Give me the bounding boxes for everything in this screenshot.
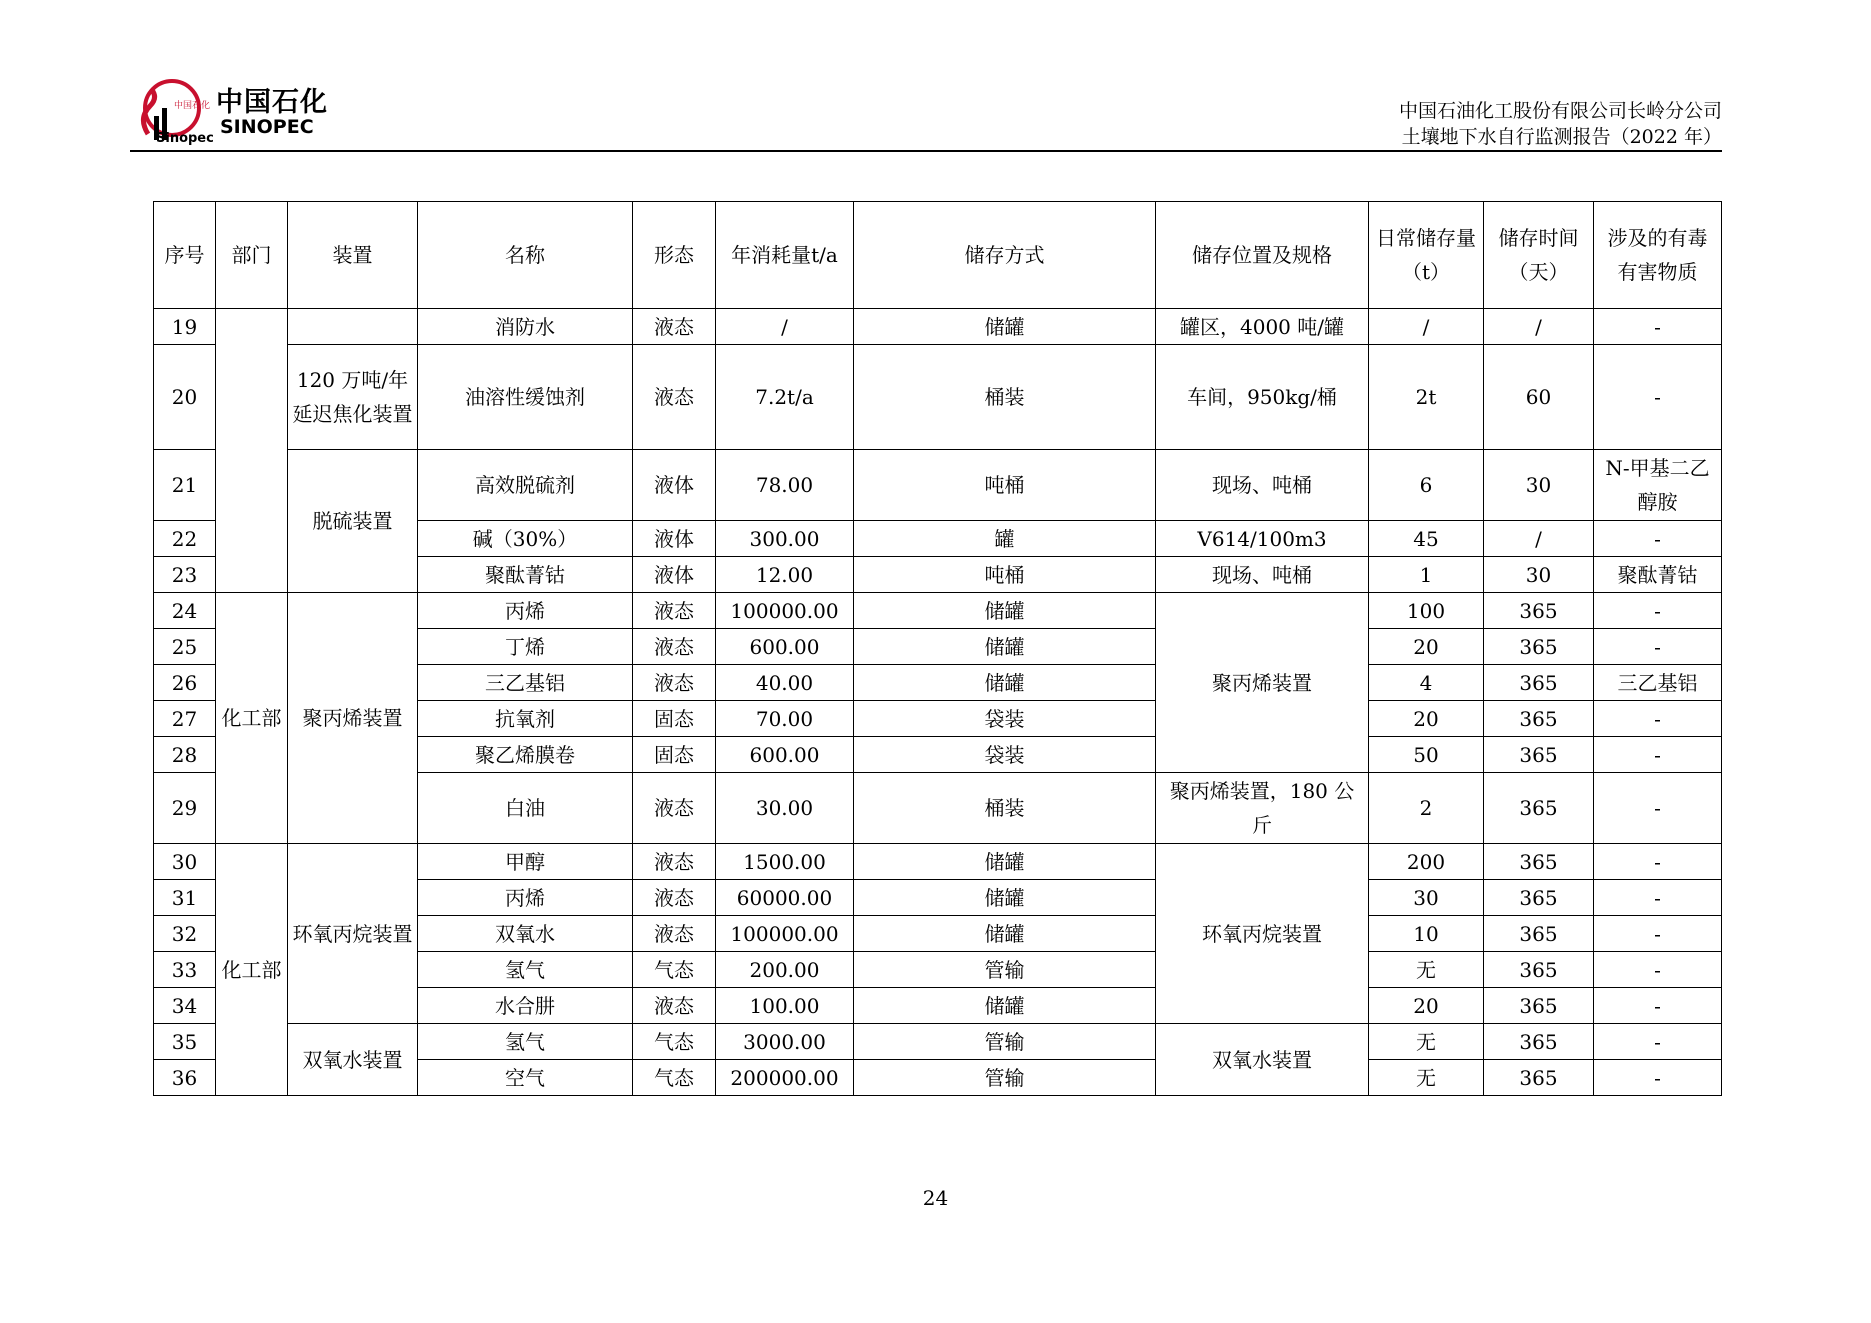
cell-name: 甲醇	[418, 844, 633, 880]
cell-storage: 袋装	[854, 737, 1156, 773]
cell-name: 三乙基铝	[418, 665, 633, 701]
cell-daily: /	[1369, 309, 1484, 345]
sinopec-logo	[134, 78, 214, 146]
cell-no: 33	[154, 952, 216, 988]
cell-consumption: 200000.00	[716, 1060, 854, 1096]
table-header-row	[154, 202, 1722, 309]
cell-unit: 双氧水装置	[288, 1024, 418, 1096]
cell-no: 27	[154, 701, 216, 737]
cell-unit-empty	[288, 309, 418, 345]
cell-toxic: -	[1594, 1060, 1722, 1096]
cell-daily: 200	[1369, 844, 1484, 880]
table-row	[154, 844, 1722, 880]
cell-daily: 20	[1369, 988, 1484, 1024]
col-header-days: 储存时间（天）	[1484, 202, 1594, 309]
cell-dept-empty	[216, 309, 288, 593]
cell-daily: 10	[1369, 916, 1484, 952]
cell-location: 聚丙烯装置	[1156, 593, 1369, 773]
col-header-location: 储存位置及规格	[1156, 202, 1369, 309]
cell-state: 气态	[633, 1060, 716, 1096]
cell-daily: 100	[1369, 593, 1484, 629]
cell-state: 液态	[633, 629, 716, 665]
cell-days: 365	[1484, 952, 1594, 988]
cell-consumption: 600.00	[716, 737, 854, 773]
cell-state: 固态	[633, 701, 716, 737]
cell-consumption: 300.00	[716, 521, 854, 557]
cell-consumption: 100000.00	[716, 593, 854, 629]
cell-toxic: -	[1594, 916, 1722, 952]
cell-consumption: 600.00	[716, 629, 854, 665]
cell-storage: 桶装	[854, 773, 1156, 844]
col-header-unit: 装置	[288, 202, 418, 309]
cell-location: 现场、吨桶	[1156, 450, 1369, 521]
cell-no: 21	[154, 450, 216, 521]
cell-location: V614/100m3	[1156, 521, 1369, 557]
cell-state: 气态	[633, 952, 716, 988]
cell-days: 365	[1484, 737, 1594, 773]
col-header-dept: 部门	[216, 202, 288, 309]
page-header	[130, 78, 1722, 152]
cell-name: 碱（30%）	[418, 521, 633, 557]
cell-daily: 2	[1369, 773, 1484, 844]
cell-days: 365	[1484, 988, 1594, 1024]
brand-name-en: SINOPEC	[220, 116, 314, 138]
col-header-storage: 储存方式	[854, 202, 1156, 309]
cell-days: 60	[1484, 345, 1594, 450]
cell-name: 丁烯	[418, 629, 633, 665]
cell-days: 365	[1484, 593, 1594, 629]
table-row	[154, 593, 1722, 629]
cell-days: 365	[1484, 844, 1594, 880]
cell-name: 丙烯	[418, 880, 633, 916]
cell-name: 空气	[418, 1060, 633, 1096]
cell-consumption: 100.00	[716, 988, 854, 1024]
cell-toxic: -	[1594, 309, 1722, 345]
cell-daily: 50	[1369, 737, 1484, 773]
cell-storage: 管输	[854, 952, 1156, 988]
cell-location: 现场、吨桶	[1156, 557, 1369, 593]
cell-name: 聚乙烯膜卷	[418, 737, 633, 773]
cell-consumption: 78.00	[716, 450, 854, 521]
cell-state: 气态	[633, 1024, 716, 1060]
cell-toxic: 三乙基铝	[1594, 665, 1722, 701]
col-header-toxic: 涉及的有毒有害物质	[1594, 202, 1722, 309]
cell-storage: 储罐	[854, 988, 1156, 1024]
cell-storage: 吨桶	[854, 557, 1156, 593]
cell-storage: 储罐	[854, 629, 1156, 665]
cell-toxic: -	[1594, 701, 1722, 737]
cell-no: 26	[154, 665, 216, 701]
cell-no: 25	[154, 629, 216, 665]
cell-daily: 1	[1369, 557, 1484, 593]
cell-dept: 化工部	[216, 593, 288, 844]
page-number: 24	[922, 1186, 949, 1210]
cell-location: 车间，950kg/桶	[1156, 345, 1369, 450]
cell-toxic: -	[1594, 1024, 1722, 1060]
cell-name: 白油	[418, 773, 633, 844]
cell-state: 液体	[633, 521, 716, 557]
cell-state: 液态	[633, 345, 716, 450]
cell-consumption: 7.2t/a	[716, 345, 854, 450]
report-title	[1399, 98, 1722, 150]
svg-text:Sinopec: Sinopec	[156, 131, 214, 146]
cell-toxic: -	[1594, 988, 1722, 1024]
cell-state: 液态	[633, 916, 716, 952]
cell-toxic: -	[1594, 737, 1722, 773]
cell-state: 液态	[633, 309, 716, 345]
cell-name: 丙烯	[418, 593, 633, 629]
cell-days: 365	[1484, 916, 1594, 952]
cell-daily: 无	[1369, 1024, 1484, 1060]
cell-days: 365	[1484, 701, 1594, 737]
cell-unit: 聚丙烯装置	[288, 593, 418, 844]
cell-state: 液态	[633, 665, 716, 701]
cell-no: 35	[154, 1024, 216, 1060]
col-header-no: 序号	[154, 202, 216, 309]
cell-location: 聚丙烯装置，180 公斤	[1156, 773, 1369, 844]
cell-toxic: N-甲基二乙醇胺	[1594, 450, 1722, 521]
cell-storage: 袋装	[854, 701, 1156, 737]
cell-no: 29	[154, 773, 216, 844]
cell-days: 30	[1484, 557, 1594, 593]
cell-unit: 环氧丙烷装置	[288, 844, 418, 1024]
cell-name: 消防水	[418, 309, 633, 345]
cell-days: 365	[1484, 1060, 1594, 1096]
cell-name: 油溶性缓蚀剂	[418, 345, 633, 450]
cell-daily: 4	[1369, 665, 1484, 701]
cell-daily: 6	[1369, 450, 1484, 521]
cell-consumption: 40.00	[716, 665, 854, 701]
table-row	[154, 309, 1722, 345]
cell-consumption: 12.00	[716, 557, 854, 593]
cell-unit: 脱硫装置	[288, 450, 418, 593]
cell-state: 液态	[633, 773, 716, 844]
cell-state: 液态	[633, 593, 716, 629]
cell-storage: 储罐	[854, 593, 1156, 629]
cell-toxic: -	[1594, 593, 1722, 629]
cell-daily: 无	[1369, 952, 1484, 988]
cell-days: 365	[1484, 880, 1594, 916]
cell-storage: 储罐	[854, 916, 1156, 952]
cell-no: 22	[154, 521, 216, 557]
col-header-name: 名称	[418, 202, 633, 309]
cell-location: 环氧丙烷装置	[1156, 844, 1369, 1024]
cell-no: 34	[154, 988, 216, 1024]
cell-location: 罐区，4000 吨/罐	[1156, 309, 1369, 345]
cell-consumption: 3000.00	[716, 1024, 854, 1060]
cell-no: 19	[154, 309, 216, 345]
svg-text:中国石化: 中国石化	[174, 101, 211, 111]
cell-no: 31	[154, 880, 216, 916]
cell-consumption: 1500.00	[716, 844, 854, 880]
cell-storage: 管输	[854, 1060, 1156, 1096]
cell-name: 双氧水	[418, 916, 633, 952]
cell-name: 氢气	[418, 952, 633, 988]
cell-consumption: 100000.00	[716, 916, 854, 952]
cell-name: 氢气	[418, 1024, 633, 1060]
col-header-consumption: 年消耗量t/a	[716, 202, 854, 309]
cell-no: 32	[154, 916, 216, 952]
table-row	[154, 345, 1722, 450]
cell-storage: 储罐	[854, 844, 1156, 880]
cell-location: 双氧水装置	[1156, 1024, 1369, 1096]
cell-name: 聚酞菁钴	[418, 557, 633, 593]
cell-daily: 30	[1369, 880, 1484, 916]
cell-state: 液态	[633, 844, 716, 880]
cell-toxic: 聚酞菁钴	[1594, 557, 1722, 593]
cell-toxic: -	[1594, 952, 1722, 988]
cell-toxic: -	[1594, 773, 1722, 844]
cell-consumption: 70.00	[716, 701, 854, 737]
cell-no: 28	[154, 737, 216, 773]
cell-days: 365	[1484, 1024, 1594, 1060]
cell-no: 30	[154, 844, 216, 880]
cell-storage: 储罐	[854, 880, 1156, 916]
cell-storage: 管输	[854, 1024, 1156, 1060]
cell-storage: 桶装	[854, 345, 1156, 450]
cell-toxic: -	[1594, 345, 1722, 450]
cell-days: 365	[1484, 665, 1594, 701]
company-name: 中国石油化工股份有限公司长岭分公司	[1398, 100, 1722, 122]
materials-table	[153, 201, 1722, 1096]
cell-no: 23	[154, 557, 216, 593]
cell-state: 液态	[633, 880, 716, 916]
cell-name: 高效脱硫剂	[418, 450, 633, 521]
table-row	[154, 1024, 1722, 1060]
cell-daily: 无	[1369, 1060, 1484, 1096]
cell-daily: 20	[1369, 701, 1484, 737]
cell-days: 30	[1484, 450, 1594, 521]
col-header-state: 形态	[633, 202, 716, 309]
cell-name: 抗氧剂	[418, 701, 633, 737]
cell-storage: 吨桶	[854, 450, 1156, 521]
table-row	[154, 450, 1722, 521]
cell-name: 水合肼	[418, 988, 633, 1024]
cell-daily: 2t	[1369, 345, 1484, 450]
cell-consumption: 200.00	[716, 952, 854, 988]
cell-dept: 化工部	[216, 844, 288, 1096]
cell-state: 固态	[633, 737, 716, 773]
cell-days: /	[1484, 309, 1594, 345]
cell-state: 液态	[633, 988, 716, 1024]
cell-toxic: -	[1594, 521, 1722, 557]
col-header-daily: 日常储存量（t）	[1369, 202, 1484, 309]
cell-no: 20	[154, 345, 216, 450]
cell-days: 365	[1484, 773, 1594, 844]
cell-no: 24	[154, 593, 216, 629]
brand-name-cn: 中国石化	[216, 87, 328, 118]
cell-days: /	[1484, 521, 1594, 557]
cell-unit: 120 万吨/年延迟焦化装置	[288, 345, 418, 450]
cell-consumption: 30.00	[716, 773, 854, 844]
cell-consumption: 60000.00	[716, 880, 854, 916]
cell-storage: 罐	[854, 521, 1156, 557]
cell-daily: 20	[1369, 629, 1484, 665]
cell-days: 365	[1484, 629, 1594, 665]
cell-state: 液体	[633, 450, 716, 521]
cell-toxic: -	[1594, 844, 1722, 880]
cell-toxic: -	[1594, 629, 1722, 665]
cell-consumption: /	[716, 309, 854, 345]
cell-storage: 储罐	[854, 665, 1156, 701]
cell-storage: 储罐	[854, 309, 1156, 345]
cell-daily: 45	[1369, 521, 1484, 557]
report-name: 土壤地下水自行监测报告（2022 年）	[1401, 126, 1722, 148]
cell-state: 液体	[633, 557, 716, 593]
cell-no: 36	[154, 1060, 216, 1096]
cell-toxic: -	[1594, 880, 1722, 916]
